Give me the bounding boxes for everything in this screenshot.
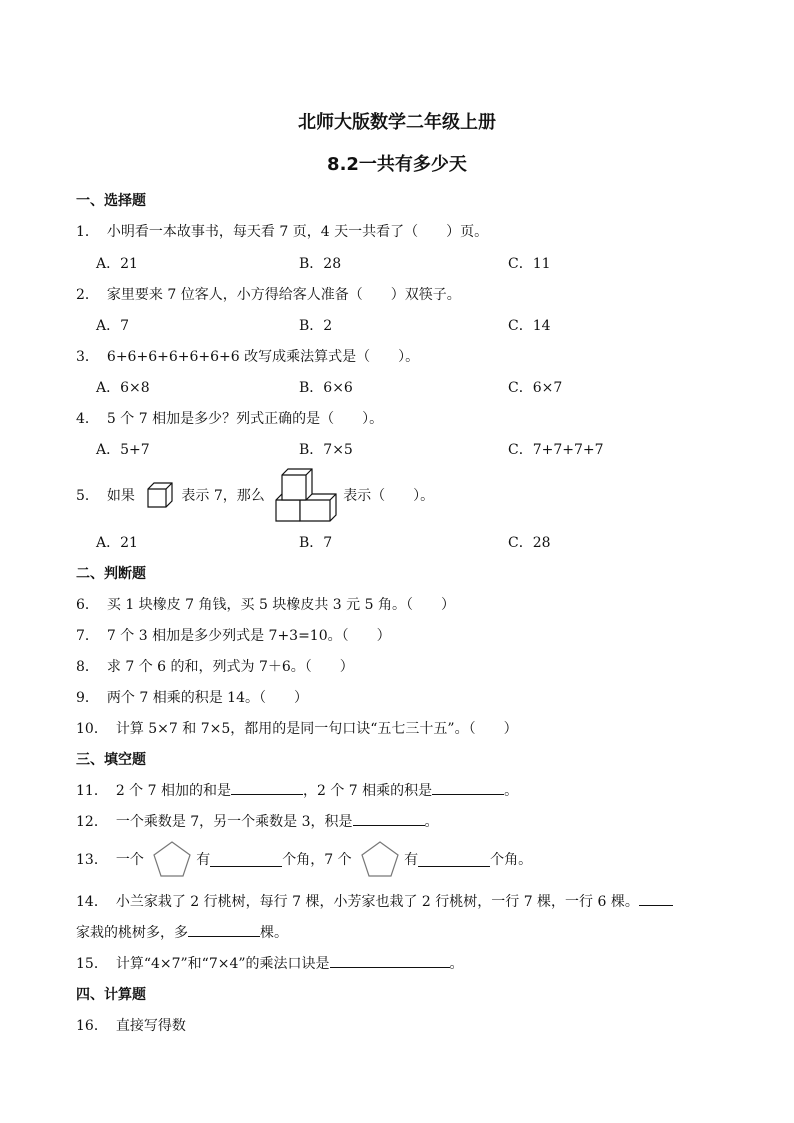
answer-blank[interactable] bbox=[210, 852, 282, 867]
question-text-post: 表示（ ）。 bbox=[343, 488, 435, 504]
question-text: 2 个 7 相加的和是 bbox=[115, 783, 231, 799]
pentagon-figure bbox=[360, 840, 400, 878]
q4-option-c: C．7+7+7+7 bbox=[508, 442, 604, 458]
question-2 bbox=[76, 284, 461, 304]
question-9 bbox=[76, 687, 308, 707]
q2-option-a: A．7 bbox=[96, 318, 130, 334]
answer-blank[interactable] bbox=[330, 953, 450, 968]
section-heading-calc: 四、计算题 bbox=[76, 987, 146, 1003]
question-text: 两个 7 相乘的积是 14。（ ） bbox=[106, 690, 308, 706]
question-number: 1． bbox=[76, 224, 99, 240]
question-16 bbox=[76, 1015, 186, 1035]
question-number: 8． bbox=[76, 659, 99, 675]
question-text: 一个乘数是 7，另一个乘数是 3，积是 bbox=[115, 814, 353, 830]
question-1 bbox=[76, 221, 488, 241]
q1-option-b: B．28 bbox=[299, 256, 342, 272]
question-text: 求 7 个 6 的和，列式为 7＋6。（ ） bbox=[106, 659, 354, 675]
question-text: 小明看一本故事书，每天看 7 页，4 天一共看了（ ）页。 bbox=[106, 224, 489, 240]
question-number: 12． bbox=[76, 814, 108, 830]
question-text: 个角。 bbox=[490, 852, 533, 868]
document-title: 北师大版数学二年级上册 bbox=[298, 112, 496, 133]
question-number: 9． bbox=[76, 690, 99, 706]
question-text-mid: 表示 7，那么 bbox=[181, 488, 265, 504]
question-14 bbox=[76, 891, 673, 911]
question-text: ，2 个 7 相乘的积是 bbox=[303, 783, 433, 799]
q5-option-a: A．21 bbox=[96, 535, 138, 551]
question-13 bbox=[76, 840, 532, 878]
answer-blank[interactable] bbox=[231, 780, 303, 795]
question-number: 5． bbox=[76, 488, 99, 504]
q4-option-b: B．7×5 bbox=[299, 442, 353, 458]
question-number: 2． bbox=[76, 287, 99, 303]
document-subtitle: 8.2一共有多少天 bbox=[327, 154, 467, 175]
question-6 bbox=[76, 594, 455, 614]
question-text: 。 bbox=[449, 956, 464, 972]
question-number: 11． bbox=[76, 783, 108, 799]
question-5 bbox=[76, 468, 434, 522]
pentagon-figure bbox=[152, 840, 192, 878]
q5-option-b: B．7 bbox=[299, 535, 333, 551]
question-12 bbox=[76, 811, 439, 831]
question-14-continued bbox=[76, 922, 288, 942]
question-number: 16． bbox=[76, 1018, 108, 1034]
question-8 bbox=[76, 656, 354, 676]
question-text-pre: 如果 bbox=[106, 488, 135, 504]
question-text: 7 个 3 相加是多少列式是 7+3=10。（ ） bbox=[106, 628, 391, 644]
section-heading-choice: 一、选择题 bbox=[76, 193, 146, 209]
question-10 bbox=[76, 718, 518, 738]
question-text: 有 bbox=[196, 852, 211, 868]
question-number: 3． bbox=[76, 349, 99, 365]
question-text: 计算 5×7 和 7×5，都用的是同一句口诀“五七三十五”。（ ） bbox=[115, 721, 518, 737]
answer-blank[interactable] bbox=[188, 922, 260, 937]
q2-option-c: C．14 bbox=[508, 318, 551, 334]
question-3 bbox=[76, 346, 419, 366]
answer-blank[interactable] bbox=[353, 811, 425, 826]
question-15 bbox=[76, 953, 464, 973]
section-heading-fill: 三、填空题 bbox=[76, 752, 146, 768]
question-text: 有 bbox=[404, 852, 419, 868]
question-number: 13． bbox=[76, 852, 108, 868]
question-text: 一个 bbox=[115, 852, 144, 868]
q3-option-c: C．6×7 bbox=[508, 380, 563, 396]
question-text: 6+6+6+6+6+6+6 改写成乘法算式是（ ）。 bbox=[106, 349, 420, 365]
question-7 bbox=[76, 625, 391, 645]
question-text: 棵。 bbox=[260, 925, 288, 941]
question-text: 家栽的桃树多，多 bbox=[76, 925, 188, 941]
q4-option-a: A．5+7 bbox=[96, 442, 150, 458]
single-cube-figure bbox=[145, 480, 175, 510]
question-text: 小兰家栽了 2 行桃树，每行 7 棵，小芳家也栽了 2 行桃树，一行 7 棵，一行 6 棵。 bbox=[115, 894, 639, 910]
question-text: 。 bbox=[504, 783, 519, 799]
question-number: 10． bbox=[76, 721, 108, 737]
q1-option-a: A．21 bbox=[96, 256, 138, 272]
question-11 bbox=[76, 780, 518, 800]
section-heading-judge: 二、判断题 bbox=[76, 566, 146, 582]
q3-option-a: A．6×8 bbox=[96, 380, 150, 396]
question-text: 直接写得数 bbox=[115, 1018, 186, 1034]
answer-blank[interactable] bbox=[432, 780, 504, 795]
question-4 bbox=[76, 408, 383, 428]
question-text: 买 1 块橡皮 7 角钱，买 5 块橡皮共 3 元 5 角。（ ） bbox=[106, 597, 455, 613]
q2-option-b: B．2 bbox=[299, 318, 333, 334]
q5-option-c: C．28 bbox=[508, 535, 551, 551]
question-text: 家里要来 7 位客人，小方得给客人准备（ ）双筷子。 bbox=[106, 287, 461, 303]
question-number: 14． bbox=[76, 894, 108, 910]
question-text: 5 个 7 相加是多少？列式正确的是（ ）。 bbox=[106, 411, 384, 427]
q1-option-c: C．11 bbox=[508, 256, 551, 272]
question-text: 。 bbox=[424, 814, 439, 830]
question-number: 6． bbox=[76, 597, 99, 613]
question-text: 计算“4×7”和“7×4”的乘法口诀是 bbox=[115, 956, 330, 972]
question-number: 7． bbox=[76, 628, 99, 644]
question-number: 15． bbox=[76, 956, 108, 972]
question-number: 4． bbox=[76, 411, 99, 427]
q3-option-b: B．6×6 bbox=[299, 380, 353, 396]
question-text: 个角，7 个 bbox=[282, 852, 352, 868]
stacked-cubes-figure bbox=[275, 468, 337, 522]
answer-blank[interactable] bbox=[418, 852, 490, 867]
answer-blank[interactable] bbox=[639, 891, 673, 906]
